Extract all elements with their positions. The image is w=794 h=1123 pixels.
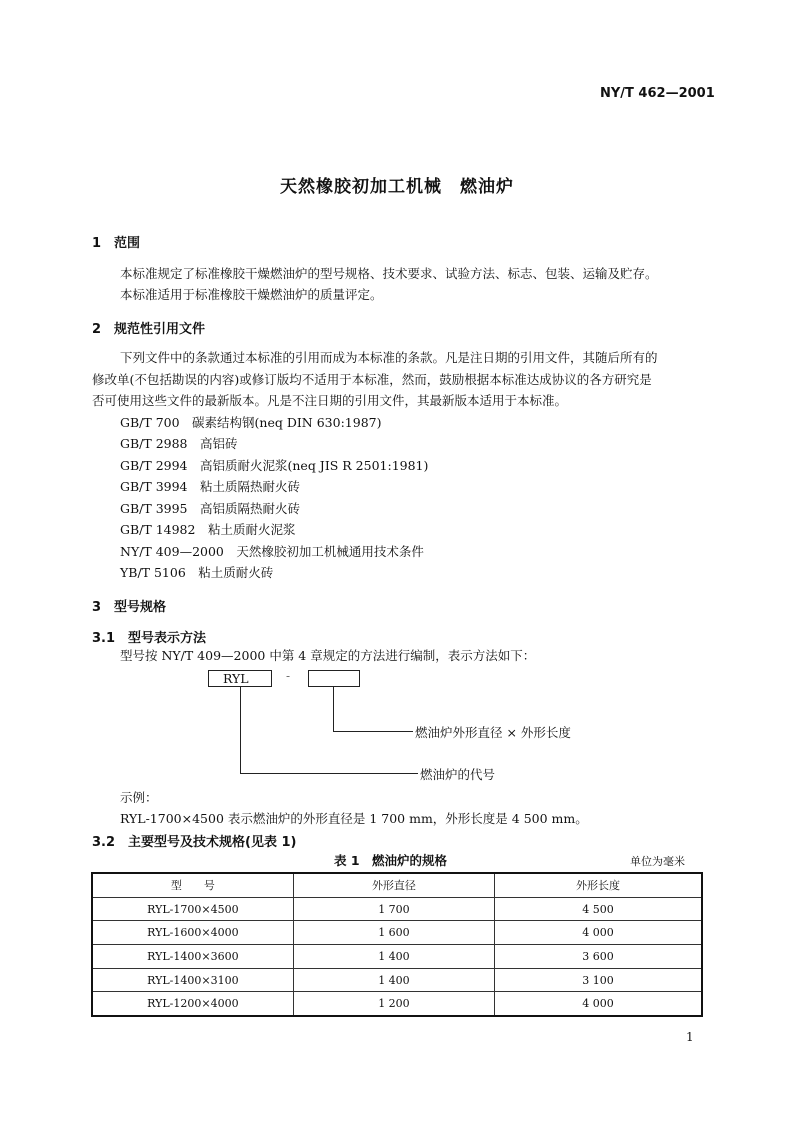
diameter-cell: 1 700	[293, 897, 494, 921]
section-3-1-text: 型号按 NY/T 409—2000 中第 4 章规定的方法进行编制，表示方法如下：	[120, 648, 536, 663]
section-2-intro-line: 修改单(不包括勘误的内容)或修订版均不适用于本标准，然而，鼓励根据本标准达成协议的各方研究是	[92, 372, 652, 387]
table-row	[92, 992, 702, 1016]
reference-item: NY/T 409—2000 天然橡胶初加工机械通用技术条件	[120, 544, 424, 559]
example-label: 示例：	[120, 790, 158, 805]
reference-item: GB/T 2994 高铝质耐火泥浆(neq JIS R 2501:1981)	[120, 458, 429, 473]
section-2-intro-line: 否可使用这些文件的最新版本。凡是不注日期的引用文件，其最新版本适用于本标准。	[92, 393, 568, 408]
section-3-2-heading: 3.2 主要型号及技术规格(见表 1)	[92, 835, 297, 850]
reference-item: GB/T 700 碳素结构钢(neq DIN 630:1987)	[120, 415, 382, 430]
section-3-1-heading: 3.1 型号表示方法	[92, 631, 207, 646]
leader-line	[333, 731, 413, 732]
page-title: 天然橡胶初加工机械 燃油炉	[280, 177, 514, 197]
table-header-row	[92, 873, 702, 897]
table-unit: 单位为毫米	[630, 855, 685, 868]
section-3-heading: 3 型号规格	[92, 600, 167, 615]
column-header: 型 号	[92, 873, 293, 897]
diameter-cell: 1 600	[293, 921, 494, 945]
table-row	[92, 968, 702, 992]
example-text: RYL-1700×4500 表示燃油炉的外形直径是 1 700 mm，外形长度是 4 500 mm。	[120, 811, 588, 826]
dimension-box	[308, 670, 360, 687]
leader-line	[240, 773, 418, 774]
standard-code: NY/T 462—2001	[600, 86, 715, 101]
page-number: 1	[686, 1030, 694, 1044]
model-cell: RYL-1400×3100	[92, 968, 293, 992]
length-cell: 3 100	[495, 968, 702, 992]
model-cell: RYL-1200×4000	[92, 992, 293, 1016]
section-2-intro-line: 下列文件中的条款通过本标准的引用而成为本标准的条款。凡是注日期的引用文件，其随后所有的	[120, 350, 658, 365]
reference-item: GB/T 3994 粘土质隔热耐火砖	[120, 479, 301, 494]
length-cell: 4 000	[495, 921, 702, 945]
model-cell: RYL-1700×4500	[92, 897, 293, 921]
model-code-box: RYL	[208, 670, 272, 687]
table-caption: 表 1 燃油炉的规格	[334, 853, 448, 868]
table-row	[92, 897, 702, 921]
length-cell: 4 500	[495, 897, 702, 921]
leader-line	[333, 687, 334, 731]
model-cell: RYL-1400×3600	[92, 945, 293, 969]
reference-item: GB/T 3995 高铝质隔热耐火砖	[120, 501, 301, 516]
table-row	[92, 945, 702, 969]
reference-item: GB/T 14982 粘土质耐火泥浆	[120, 522, 296, 537]
section-1-paragraph: 本标准适用于标准橡胶干燥燃油炉的质量评定。	[120, 287, 383, 302]
diameter-cell: 1 200	[293, 992, 494, 1016]
section-1-heading: 1 范围	[92, 236, 141, 251]
length-cell: 3 600	[495, 945, 702, 969]
diameter-cell: 1 400	[293, 945, 494, 969]
length-cell: 4 000	[495, 992, 702, 1016]
section-2-heading: 2 规范性引用文件	[92, 322, 206, 337]
reference-item: YB/T 5106 粘土质耐火砖	[120, 565, 274, 580]
spec-table	[91, 872, 703, 1017]
column-header: 外形直径	[293, 873, 494, 897]
diameter-cell: 1 400	[293, 968, 494, 992]
code-label: 燃油炉的代号	[420, 767, 496, 782]
dimension-label: 燃油炉外形直径 × 外形长度	[415, 725, 571, 740]
reference-item: GB/T 2988 高铝砖	[120, 436, 238, 451]
model-cell: RYL-1600×4000	[92, 921, 293, 945]
dash-separator: -	[286, 669, 291, 683]
section-1-paragraph: 本标准规定了标准橡胶干燥燃油炉的型号规格、技术要求、试验方法、标志、包装、运输及贮存。	[120, 266, 658, 281]
leader-line	[240, 687, 241, 773]
column-header: 外形长度	[495, 873, 702, 897]
table-row	[92, 921, 702, 945]
